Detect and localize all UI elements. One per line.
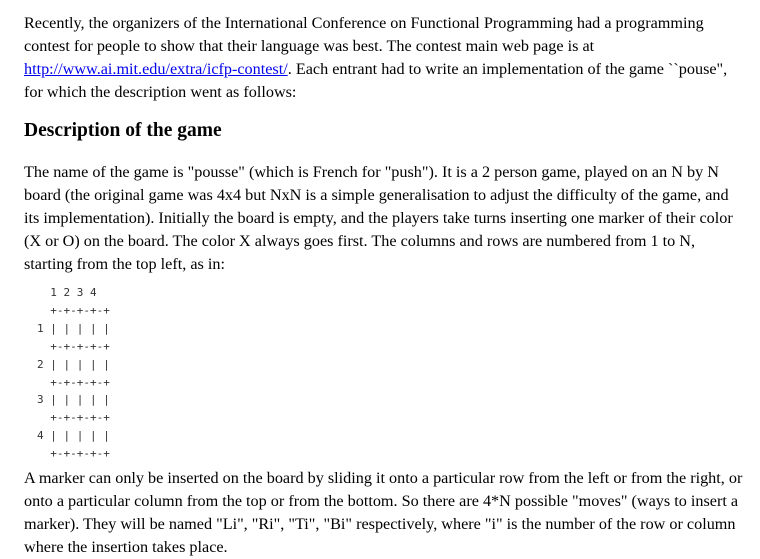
- intro-text-before-link: Recently, the organizers of the International Conference on Functional Programming had a programming contest for people to show that their language was best. The contest main web page is at: [24, 14, 704, 55]
- board-line: 1 2 3 4: [37, 286, 97, 299]
- moves-paragraph: A marker can only be inserted on the board by sliding it onto a particular row from the left or from the right, or onto a particular column from the top or from the bottom. So there are 4*N possible "moves" (ways to insert a marker). They will be named "Li", "Ri", "Ti", "Bi" respectively, where "i" is the number of the row or column where the insertion takes place.: [24, 469, 743, 556]
- intro-paragraph: [24, 12, 746, 104]
- contest-link[interactable]: http://www.ai.mit.edu/extra/icfp-contest/: [24, 60, 288, 78]
- section-heading: Description of the game: [24, 120, 222, 141]
- board-line: 1 | | | | |: [37, 321, 110, 335]
- board-line: +-+-+-+-+: [37, 303, 110, 317]
- board-line: +-+-+-+-+: [37, 339, 110, 353]
- board-line: 3 | | | | |: [37, 393, 110, 407]
- board-diagram: [37, 284, 110, 463]
- board-line: +-+-+-+-+: [37, 447, 110, 461]
- board-line: 2 | | | | |: [37, 357, 110, 371]
- board-line: +-+-+-+-+: [37, 411, 110, 425]
- intro-text-after-link: . Each entrant had to write an implementation of the game ``pouse", for which the description went as follows:: [24, 60, 728, 101]
- board-line: 4 | | | | |: [37, 429, 110, 443]
- board-line: +-+-+-+-+: [37, 375, 110, 389]
- description-paragraph: The name of the game is "pousse" (which is French for "push"). It is a 2 person game, played on an N by N board (the original game was 4x4 but NxN is a simple generalisation to adjust the difficulty of the game, and its implementation). Initially the board is empty, and the players take turns inserting one marker of their color (X or O) on the board. The color X always goes first. The columns and rows are numbered from 1 to N, starting from the top left, as in:: [24, 163, 733, 273]
